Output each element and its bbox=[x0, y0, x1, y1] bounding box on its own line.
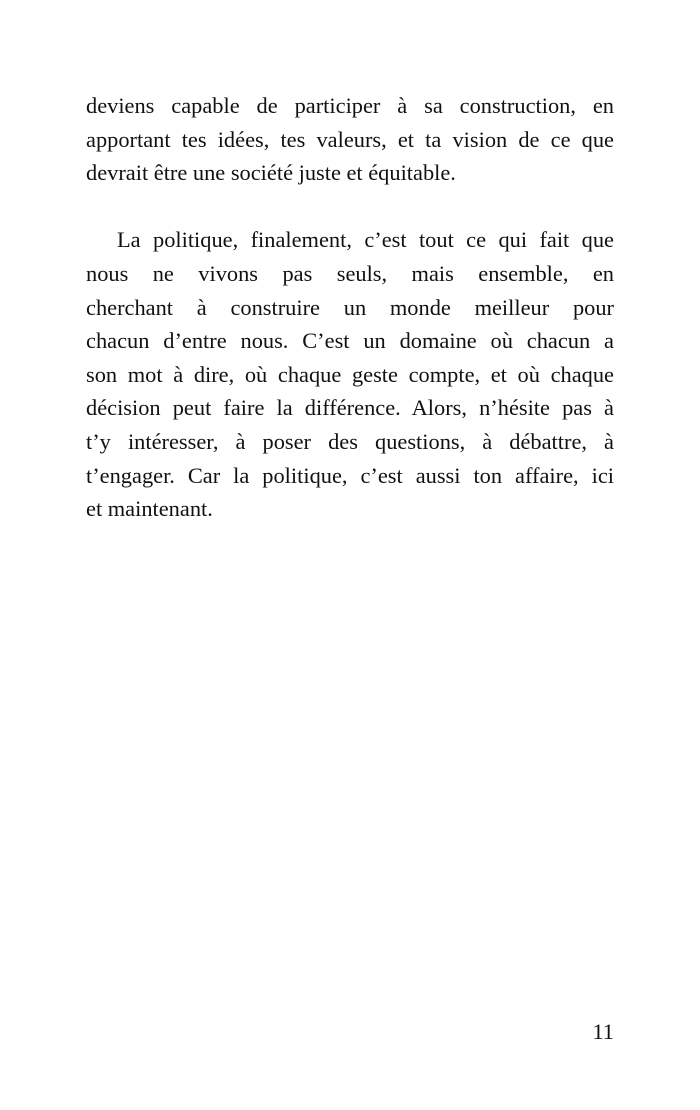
body-text bbox=[86, 89, 614, 526]
text-line: chacun d’entre nous. C’est un domaine où chacun a bbox=[86, 328, 614, 354]
text-line: son mot à dire, où chaque geste compte, et où chaque bbox=[86, 361, 614, 387]
paragraph-spacer bbox=[86, 190, 614, 224]
text-line: t’engager. Car la politique, c’est aussi ton affaire, ici bbox=[86, 462, 614, 488]
text-line: deviens capable de participer à sa construction, en bbox=[86, 93, 614, 118]
text-line: et maintenant. bbox=[86, 496, 213, 522]
text-line: devrait être une société juste et équitable. bbox=[86, 160, 456, 186]
text-line: nous ne vivons pas seuls, mais ensemble, en bbox=[86, 260, 614, 286]
page-number: 11 bbox=[592, 1019, 614, 1044]
text-line: cherchant à construire un monde meilleur pour bbox=[86, 294, 614, 320]
paragraph-1 bbox=[86, 89, 614, 190]
text-line: La politique, finalement, c’est tout ce qui fait que bbox=[117, 227, 614, 253]
text-line: décision peut faire la différence. Alors, n’hésite pas à bbox=[86, 395, 614, 421]
text-line: apportant tes idées, tes valeurs, et ta vision de ce que bbox=[86, 126, 614, 152]
text-line: t’y intéresser, à poser des questions, à débattre, à bbox=[86, 428, 614, 454]
paragraph-2 bbox=[86, 223, 614, 525]
